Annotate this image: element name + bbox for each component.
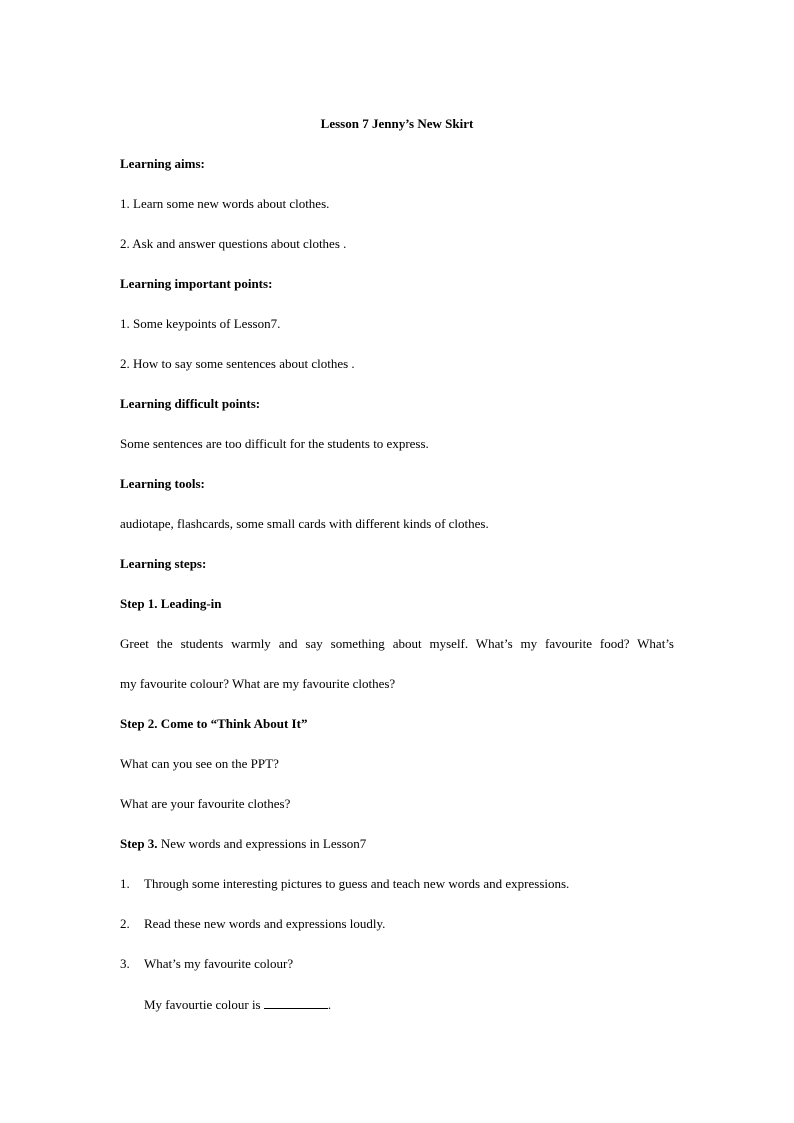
important-heading: Learning important points:: [120, 276, 273, 291]
step1-line-2: my favourite colour? What are my favourite clothes?: [120, 676, 396, 691]
step3-heading-label: Step 3.: [120, 836, 158, 851]
step3-item-3: [120, 956, 293, 972]
step2-question-2: What are your favourite clothes?: [120, 796, 291, 811]
step1-heading: Step 1. Leading-in: [120, 596, 222, 611]
step3-item-number: 1.: [120, 876, 130, 891]
step3-item-text: Through some interesting pictures to guess and teach new words and expressions.: [144, 876, 570, 891]
step2-question-1: What can you see on the PPT?: [120, 756, 279, 771]
step2-heading: Step 2. Come to “Think About It”: [120, 716, 308, 731]
answer-prefix: My favourtie colour is: [144, 997, 264, 1012]
aims-heading: Learning aims:: [120, 156, 205, 171]
aims-item-2: 2. Ask and answer questions about clothes .: [120, 236, 347, 251]
tools-text: audiotape, flashcards, some small cards with different kinds of clothes.: [120, 516, 489, 531]
answer-blank[interactable]: [264, 996, 328, 1009]
step3-item-text: What’s my favourite colour?: [144, 956, 294, 971]
steps-heading: Learning steps:: [120, 556, 207, 571]
step3-item-2: [120, 916, 385, 932]
step3-item-number: 2.: [120, 916, 130, 931]
step3-item-number: 3.: [120, 956, 130, 971]
difficult-heading: Learning difficult points:: [120, 396, 261, 411]
aims-item-1: 1. Learn some new words about clothes.: [120, 196, 330, 211]
important-item-2: 2. How to say some sentences about clothes .: [120, 356, 355, 371]
step3-item-1: [120, 876, 569, 892]
step3-answer-line: [144, 996, 331, 1013]
step3-heading: [120, 836, 366, 852]
step3-heading-text: New words and expressions in Lesson7: [157, 836, 367, 851]
tools-heading: Learning tools:: [120, 476, 205, 491]
step1-line-1: Greet the students warmly and say something about myself. What’s my favourite food? What’s: [120, 636, 674, 651]
step3-item-text: Read these new words and expressions loudly.: [144, 916, 386, 931]
difficult-text: Some sentences are too difficult for the students to express.: [120, 436, 429, 451]
important-item-1: 1. Some keypoints of Lesson7.: [120, 316, 281, 331]
answer-suffix: .: [327, 997, 332, 1012]
page-title: Lesson 7 Jenny’s New Skirt: [320, 116, 474, 131]
